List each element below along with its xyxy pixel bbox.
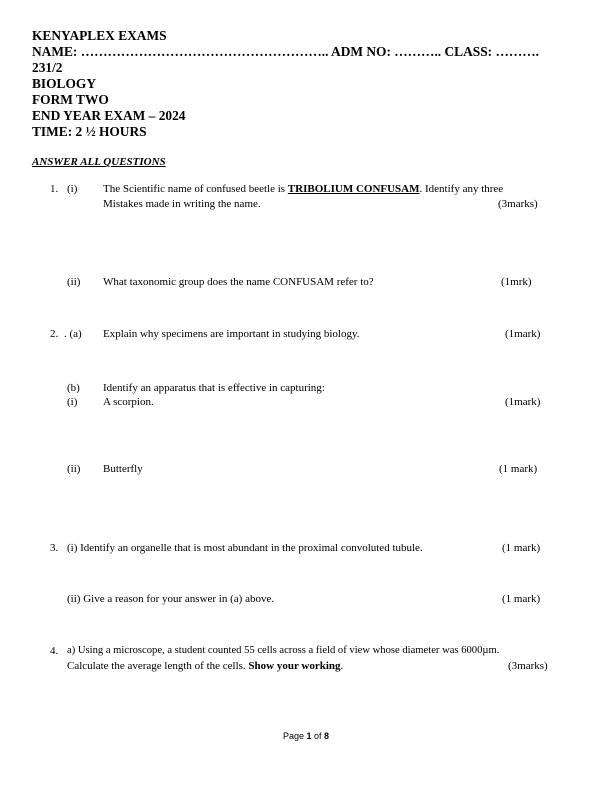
name-adm-class-line: NAME: ……………………………………………….. ADM NO: ……….. CLASS: ……….	[32, 44, 539, 59]
q1-part-ii-label: (ii)	[67, 276, 81, 288]
exam-title: END YEAR EXAM – 2024	[32, 108, 186, 123]
paper-code: 231/2	[32, 60, 63, 75]
q4-show-working: Show your working	[248, 660, 341, 672]
form-level: FORM TWO	[32, 92, 109, 107]
q2-part-b-i-marks: (1mark)	[505, 396, 541, 408]
q2-part-b-ii-label: (ii)	[67, 463, 81, 475]
page-total: 8	[324, 731, 330, 741]
q2-part-b-text: Identify an apparatus that is effective in capturing:	[103, 382, 325, 394]
q2-part-a-marks: (1mark)	[505, 328, 541, 340]
q2-part-b-ii-text: Butterfly	[103, 463, 143, 475]
q3-number: 3.	[50, 542, 59, 554]
q1-part-i-label: (i)	[67, 183, 78, 195]
q4-number: 4.	[50, 645, 59, 657]
instructions: ANSWER ALL QUESTIONS	[32, 156, 166, 168]
q2-part-a-label: . (a)	[64, 328, 82, 340]
subject: BIOLOGY	[32, 76, 96, 91]
q1-part-i-text-c: Mistakes made in writing the name.	[103, 198, 261, 210]
page-footer	[0, 731, 612, 741]
q1-number: 1.	[50, 183, 59, 195]
q2-part-a-text: Explain why specimens are important in studying biology.	[103, 328, 360, 340]
q4-part-a-marks: (3marks)	[508, 660, 548, 672]
q1-part-ii-marks: (1mrk)	[501, 276, 532, 288]
q2-part-b-ii-marks: (1 mark)	[499, 463, 538, 475]
q1-part-i-marks: (3marks)	[498, 198, 538, 210]
q2-number: 2.	[50, 328, 59, 340]
q2-part-b-i-label: (i)	[67, 396, 78, 408]
q4-part-a-text2	[67, 659, 343, 673]
q2-part-b-i-text: A scorpion.	[103, 396, 154, 408]
q3-part-i-text: (i) Identify an organelle that is most abundant in the proximal convoluted tubule.	[67, 542, 423, 554]
q1-part-ii-text: What taxonomic group does the name CONFUSAM refer to?	[103, 276, 374, 288]
q4-part-a-text: a) Using a microscope, a student counted 55 cells across a field of view whose diameter was 6000µm.	[67, 645, 500, 656]
q1-part-i-text-a: The Scientific name of confused beetle is	[103, 183, 288, 195]
q2-part-b-label: (b)	[67, 382, 80, 394]
q3-part-ii-marks: (1 mark)	[502, 593, 541, 605]
q4-part-a-text2-a: Calculate the average length of the cells.	[67, 660, 249, 672]
of-word: of	[311, 731, 325, 741]
q4-part-a-end: .	[340, 660, 344, 672]
page-number: 1	[306, 731, 312, 741]
exam-time: TIME: 2 ½ HOURS	[32, 124, 147, 139]
q1-scientific-name: TRIBOLIUM CONFUSAM	[287, 183, 420, 195]
q3-part-i-marks: (1 mark)	[502, 542, 541, 554]
q1-part-i-text-b: . Identify any three	[419, 183, 504, 195]
page-word: Page	[282, 731, 307, 741]
q3-part-ii-text: (ii) Give a reason for your answer in (a) above.	[67, 593, 275, 605]
school-name: KENYAPLEX EXAMS	[32, 28, 167, 43]
q1-part-i-text	[103, 182, 503, 196]
